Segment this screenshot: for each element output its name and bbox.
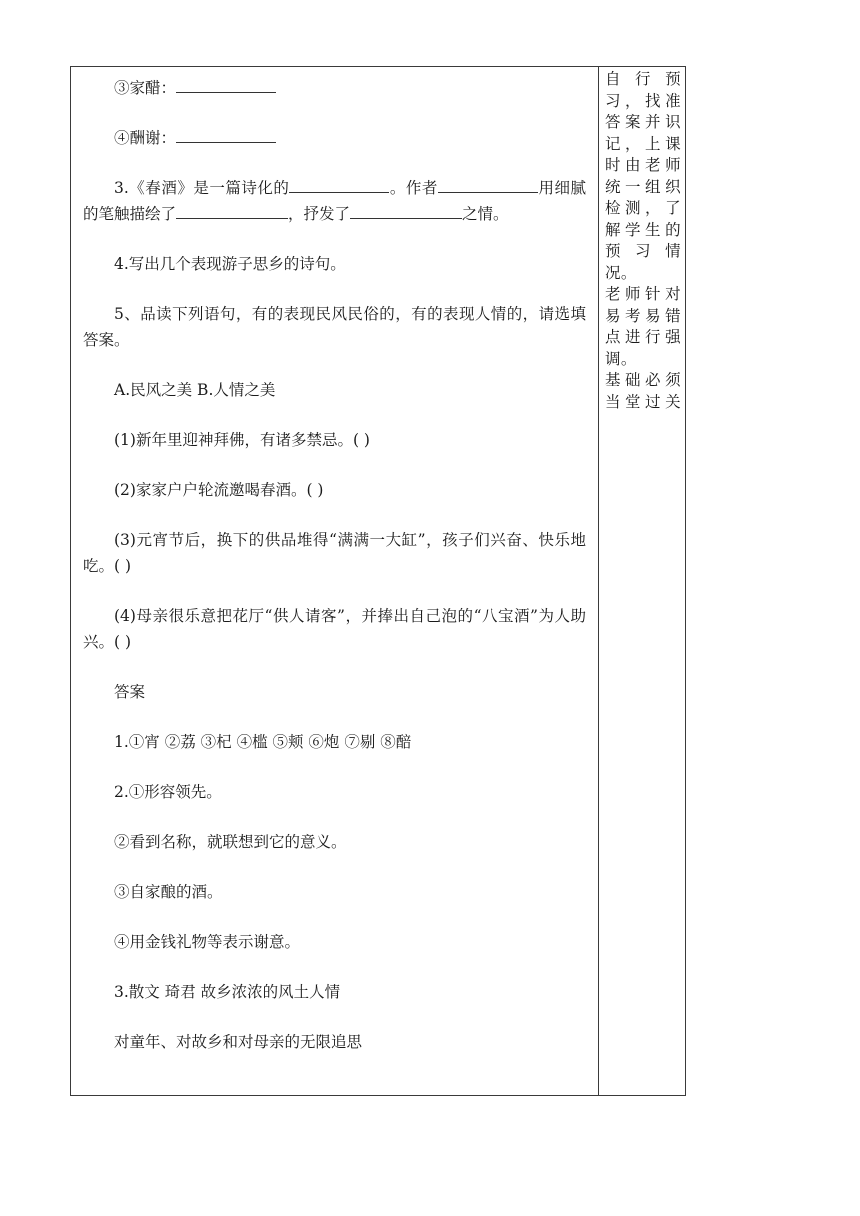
note-line: 预习情 — [605, 242, 681, 260]
fill-blank[interactable] — [438, 178, 538, 193]
teacher-notes-column — [599, 67, 685, 413]
fill-blank[interactable] — [176, 78, 276, 93]
note-line: 答案并识 — [605, 113, 681, 131]
fill-blank[interactable] — [350, 204, 462, 219]
sentence-3: (3)元宵节后，换下的供品堆得“满满一大缸”，孩子们兴奋、快乐地吃。( ) — [83, 531, 586, 575]
item-jiapei-label: ③家醋： — [114, 79, 177, 97]
answer-title: 答案 — [114, 683, 146, 701]
answer-2: 2.①形容领先。 — [114, 783, 222, 801]
note-line: 老师针对 — [605, 285, 681, 303]
note-line: 况。 — [605, 263, 637, 282]
question-3: 3.《春酒》是一篇诗化的 。作者 用细腻的笔触描绘了 ，抒发了 之情。 — [83, 179, 586, 223]
sentence-4: (4)母亲很乐意把花厅“供人请客”，并捧出自己泡的“八宝酒”为人助兴。( ) — [83, 607, 586, 651]
note-line: 检测，了 — [605, 199, 681, 217]
question-4: 4.写出几个表现游子思乡的诗句。 — [114, 255, 346, 273]
note-line: 统一组织 — [605, 177, 681, 196]
note-line: 基础必须 — [605, 371, 681, 389]
worksheet-table — [70, 66, 686, 1096]
fill-blank[interactable] — [176, 128, 276, 143]
answer-2b: ②看到名称，就联想到它的意义。 — [114, 833, 347, 851]
note-line: 解学生的 — [605, 220, 681, 239]
item-choux-label: ④酬谢： — [114, 129, 177, 147]
answer-2d: ④用金钱礼物等表示谢意。 — [114, 933, 301, 951]
note-line: 时由老师 — [605, 156, 681, 174]
item-jiapei — [83, 75, 586, 101]
options: A.民风之美 B.人情之美 — [114, 381, 276, 399]
sentence-2: (2)家家户户轮流邀喝春酒。( ) — [114, 481, 324, 499]
note-line: 调。 — [605, 349, 637, 368]
answer-1: 1.①宵 ②荔 ③杞 ④槛 ⑤颊 ⑥炮 ⑦剔 ⑧醅 — [114, 733, 412, 751]
note-line: 习，找准 — [605, 91, 681, 110]
fill-blank[interactable] — [176, 204, 288, 219]
question-5: 5、品读下列语句，有的表现民风民俗的，有的表现人情的，请选填答案。 — [83, 305, 586, 349]
note-line: 记，上课 — [605, 134, 681, 153]
answer-3b: 对童年、对故乡和对母亲的无限追思 — [114, 1033, 363, 1051]
fill-blank[interactable] — [289, 178, 389, 193]
note-line: 自行预 — [605, 70, 681, 88]
sentence-1: (1)新年里迎神拜佛，有诸多禁忌。( ) — [114, 431, 370, 449]
item-choux — [83, 125, 586, 151]
note-line: 易考易错 — [605, 306, 681, 325]
note-line: 当堂过关 — [605, 392, 681, 411]
answer-2c: ③自家酿的酒。 — [114, 883, 223, 901]
note-line: 点进行强 — [605, 328, 681, 346]
content-column — [71, 67, 598, 1079]
answer-3: 3.散文 琦君 故乡浓浓的风土人情 — [114, 983, 341, 1001]
